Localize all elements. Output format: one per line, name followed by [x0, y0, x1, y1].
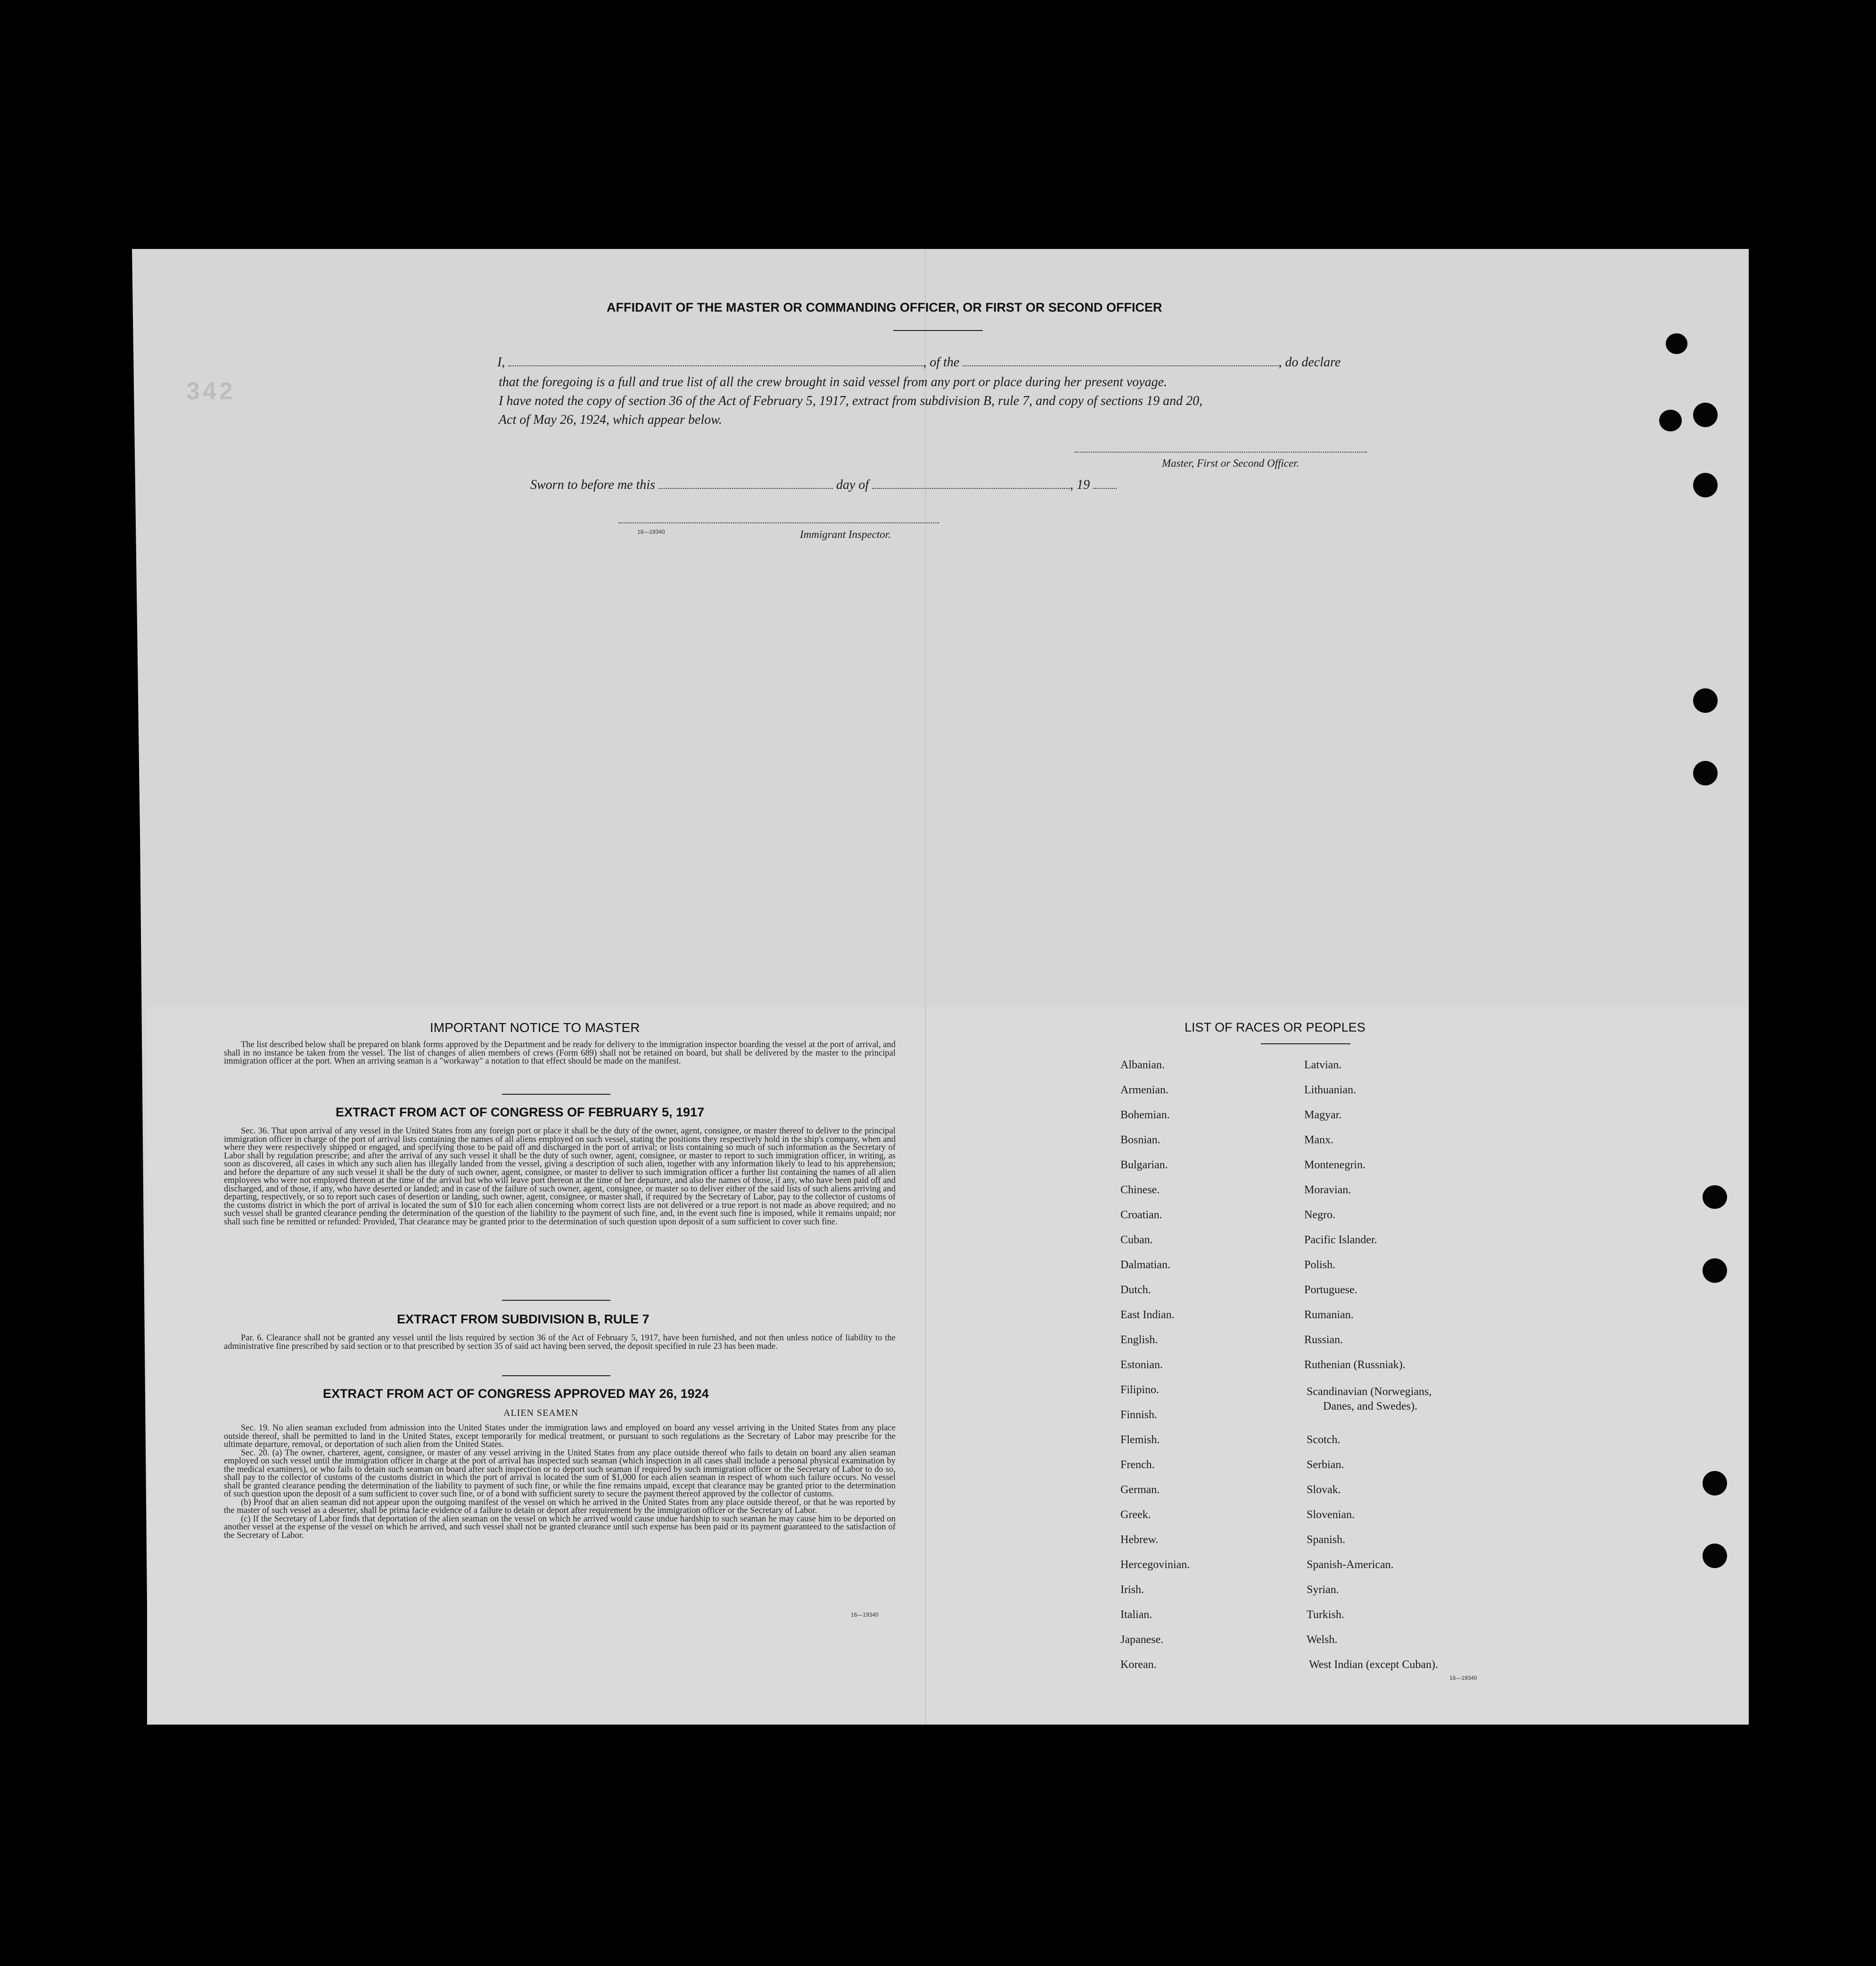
of-the-label: , of the [923, 355, 960, 370]
race-item: Latvian. [1304, 1059, 1342, 1071]
punch-hole [1703, 1258, 1727, 1283]
punch-hole [1703, 1544, 1727, 1568]
race-item: Negro. [1304, 1209, 1335, 1221]
sworn-month-field[interactable] [872, 488, 1070, 489]
extract-1924-text [224, 1424, 896, 1540]
race-item: Cuban. [1120, 1234, 1153, 1246]
race-item: Scandinavian (Norwegians, [1307, 1386, 1432, 1398]
sworn-line [530, 475, 1117, 495]
race-item: Chinese. [1120, 1184, 1160, 1196]
affidavit-line4: Act of May 26, 1924, which appear below. [499, 413, 722, 427]
punch-hole [1693, 403, 1718, 427]
extract-1924-title: EXTRACT FROM ACT OF CONGRESS APPROVED MAY 26, 1924 [323, 1387, 709, 1401]
punch-hole [1659, 410, 1682, 431]
race-item: Filipino. [1120, 1384, 1160, 1396]
punch-hole [1693, 761, 1718, 785]
affidavit-line3: I have noted the copy of section 36 of the Act of February 5, 1917, extract from subdivision B, rule 7, and copy of sections 19 and 20, [499, 394, 1203, 408]
race-item: Croatian. [1120, 1209, 1162, 1221]
extract-1917-rule [502, 1300, 610, 1301]
section-20c-paragraph: (c) If the Secretary of Labor finds that deportation of the alien seaman on the vessel on which he arrived would cause undue hardship to such seaman he may cause him to be deported on another vessel at the expense of the vessel on which he arrived, and such vessel shall not be granted clearance until such expense has been paid or its payment guaranteed to the satisfaction of the Secretary of Labor. [224, 1514, 896, 1540]
year-label: , 19 [1070, 478, 1090, 492]
notice-text [224, 1041, 896, 1066]
races-title: LIST OF RACES OR PEOPLES [1185, 1020, 1366, 1034]
race-item: Spanish. [1307, 1534, 1346, 1546]
race-item: Spanish-American. [1307, 1559, 1394, 1571]
alien-seamen-subtitle: ALIEN SEAMEN [503, 1408, 579, 1418]
race-item: Slovenian. [1307, 1509, 1355, 1521]
race-item: Flemish. [1120, 1434, 1160, 1446]
race-item: Turkish. [1307, 1609, 1344, 1621]
extract-1917-title: EXTRACT FROM ACT OF CONGRESS OF FEBRUARY 5, 1917 [336, 1105, 705, 1119]
race-item: Greek. [1120, 1509, 1151, 1521]
race-item: Rumanian. [1304, 1309, 1354, 1321]
title-rule [893, 330, 983, 331]
name-field[interactable] [508, 365, 923, 366]
sworn-label: Sworn to before me this [530, 478, 655, 492]
race-item: Syrian. [1307, 1584, 1339, 1596]
race-item: Russian. [1304, 1334, 1343, 1346]
race-item: East Indian. [1120, 1309, 1175, 1321]
inspector-label: Immigrant Inspector. [800, 529, 891, 540]
punch-hole [1703, 1471, 1727, 1495]
race-item: Polish. [1304, 1259, 1336, 1271]
sworn-day-field[interactable] [658, 488, 833, 489]
signature-label: Master, First or Second Officer. [1162, 457, 1300, 469]
do-declare-label: , do declare [1278, 355, 1341, 370]
race-item: Dalmatian. [1120, 1259, 1170, 1271]
subdivision-b-text [224, 1334, 896, 1351]
race-item: Slovak. [1307, 1484, 1341, 1496]
race-item: Welsh. [1307, 1634, 1338, 1646]
race-item: Lithuanian. [1304, 1084, 1356, 1096]
form-number-right: 16—19340 [1449, 1675, 1477, 1681]
race-item: Portuguese. [1304, 1284, 1358, 1296]
race-item: Ruthenian (Russniak). [1304, 1359, 1406, 1371]
inspector-line[interactable] [618, 522, 939, 523]
punch-hole [1693, 473, 1718, 497]
race-item: Manx. [1304, 1134, 1333, 1146]
form-number-top: 16—19340 [637, 529, 665, 535]
race-item: Albanian. [1120, 1059, 1165, 1071]
notice-rule [502, 1094, 610, 1095]
race-item: Montenegrin. [1304, 1159, 1366, 1171]
race-item: Hebrew. [1120, 1534, 1159, 1546]
race-item: Bosnian. [1120, 1134, 1160, 1146]
notice-title: IMPORTANT NOTICE TO MASTER [430, 1020, 640, 1035]
race-item: Italian. [1120, 1609, 1152, 1621]
signature-line[interactable] [1075, 452, 1367, 453]
margin-mark: 342 [186, 378, 236, 405]
subdivision-b-rule [502, 1375, 610, 1376]
fold-line [925, 249, 926, 1725]
affidavit-line1 [497, 353, 1383, 372]
race-item: Serbian. [1307, 1459, 1344, 1471]
race-item: Irish. [1120, 1584, 1144, 1596]
punch-hole [1666, 333, 1687, 354]
race-item: Finnish. [1120, 1409, 1158, 1421]
vessel-field[interactable] [963, 365, 1278, 366]
section-20a-paragraph: Sec. 20. (a) The owner, charterer, agent, consignee, or master of any vessel arriving in the United States from any place outside thereof who fails to detain on board any alien seaman employed on such vessel until the immigration officer in charge at the port of arrival has inspected such seaman (which inspection in all cases shall include a personal physical examination by the medical examiners), or who fails to detain such seaman on board after such inspection or to deport such seaman if required by such immigration officer or the Secretary of Labor to do so, shall pay to the collector of customs of the customs district in which the port of arrival is located the sum of $1,000 for each alien seaman in respect of whom such failure occurs. No vessel shall be granted clearance pending the determination of the liability to payment of such fine, or while the fine remains unpaid, except that clearance may be granted prior to the determination of such question upon the deposit of a sum sufficient to cover such fine, or of a bond with sufficient surety to secure the payment thereof approved by the collector of customs. [224, 1448, 896, 1499]
punch-hole [1693, 688, 1718, 713]
race-item: Pacific Islander. [1304, 1234, 1377, 1246]
race-item: Bohemian. [1120, 1109, 1170, 1121]
i-label: I, [497, 355, 505, 370]
race-item: Korean. [1120, 1659, 1157, 1671]
race-item: Scotch. [1307, 1434, 1341, 1446]
section-20b-paragraph: (b) Proof that an alien seaman did not appear upon the outgoing manifest of the vessel on which he arrived in the United States from any place outside thereof, or that he was reported by the master of such vessel as a deserter, shall be prima facie evidence of a failure to detain or deport after requirement by the immigration officer or the Secretary of Labor. [224, 1497, 896, 1515]
race-item: Dutch. [1120, 1284, 1151, 1296]
punch-hole [1703, 1185, 1727, 1209]
sworn-year-field[interactable] [1093, 488, 1117, 489]
race-item: French. [1120, 1459, 1155, 1471]
affidavit-title: AFFIDAVIT OF THE MASTER OR COMMANDING OFFICER, OR FIRST OR SECOND OFFICER [607, 300, 1162, 314]
section-19-paragraph: Sec. 19. No alien seaman excluded from admission into the United States under the immigration laws and employed on board any vessel arriving in the United States from any place outside thereof, shall be permitted to land in the United States, except temporarily for medical treatment, or pursuant to such regulations as the Secretary of Labor may prescribe for the ultimate departure, removal, or deportation of such alien from the United States. [224, 1423, 896, 1449]
race-item: Japanese. [1120, 1634, 1164, 1646]
form-number-left: 16—19340 [851, 1611, 879, 1618]
par-6-paragraph: Par. 6. Clearance shall not be granted any vessel until the lists required by section 36 of the Act of February 5, 1917, have been furnished, and not then unless notice of liability to the administrative fine prescribed by said section or to that prescribed by section 35 of said act having been served, the deposit specified in rule 23 has been made. [224, 1333, 896, 1351]
day-of-label: day of [836, 478, 869, 492]
race-item: Hercegovinian. [1120, 1559, 1190, 1571]
race-item: West Indian (except Cuban). [1309, 1659, 1438, 1671]
notice-paragraph: The list described below shall be prepared on blank forms approved by the Department and be ready for delivery to the immigration inspector boarding the vessel at the port of arrival, and shall in no instance be taken from the vessel. The list of changes of alien members of crews (Form 689) shall not be retained on board, but shall be delivered by the master to the principal immigration officer at the port. When an arriving seaman is a "workaway" a notation to that effect should be made on the manifest. [224, 1040, 896, 1066]
race-item: Moravian. [1304, 1184, 1351, 1196]
race-item: German. [1120, 1484, 1160, 1496]
race-item: Estonian. [1120, 1359, 1163, 1371]
race-item: Bulgarian. [1120, 1159, 1168, 1171]
race-item: Armenian. [1120, 1084, 1168, 1096]
race-item: Danes, and Swedes). [1323, 1400, 1417, 1413]
extract-1917-text [224, 1127, 896, 1226]
races-rule [1261, 1043, 1350, 1044]
section-36-paragraph: Sec. 36. That upon arrival of any vessel in the United States from any foreign port or place it shall be the duty of the owner, agent, consignee, or master thereof to deliver to the principal immigration officer in charge of the port of arrival lists containing the names of all aliens employed on such vessel, stating the positions they respectively hold in the ship's company, when and where they were respectively shipped or engaged, and specifying those to be paid off and discharged in the port of arrival; or lists containing so much of such information as the Secretary of Labor shall by regulation prescribe; and after the arrival of any such vessel it shall be the duty of such owner, agent, consignee, or master to report to such immigration officer, in writing, as soon as discovered, all cases in which any such alien has illegally landed from the vessel, giving a description of such alien, together with any information likely to lead to his apprehension; and before the departure of any such vessel it shall be the duty of such owner, agent, consignee, or master to deliver to such immigration officer a further list containing the names of all alien employees who were not employed thereon at the time of the arrival but who will leave port thereon at the time of her departure, and also the names of those, if any, who have been paid off and discharged, and of those, if any, who have deserted or landed; and in case of the failure of such owner, agent, consignee, or master so to deliver either of the said lists of such aliens arriving and departing, respectively, or so to report such cases of desertion or landing, such owner, agent, consignee, or master shall, if required by the Secretary of Labor, pay to the collector of customs of the customs district in which the port of arrival is located the sum of $10 for each alien concerning whom correct lists are not delivered or a true report is not made as above required; and no such vessel shall be granted clearance pending the determination of the question of the liability to the payment of such fine, and, in the event such fine is imposed, while it remains unpaid; nor shall such fine be remitted or refunded: Provided, That clearance may be granted prior to the determination of such question upon deposit of a sum sufficient to cover such fine. [224, 1126, 896, 1227]
subdivision-b-title: EXTRACT FROM SUBDIVISION B, RULE 7 [397, 1312, 650, 1326]
race-item: English. [1120, 1334, 1158, 1346]
affidavit-line2: that the foregoing is a full and true list of all the crew brought in said vessel from any port or place during her present voyage. [499, 375, 1168, 389]
race-item: Magyar. [1304, 1109, 1342, 1121]
